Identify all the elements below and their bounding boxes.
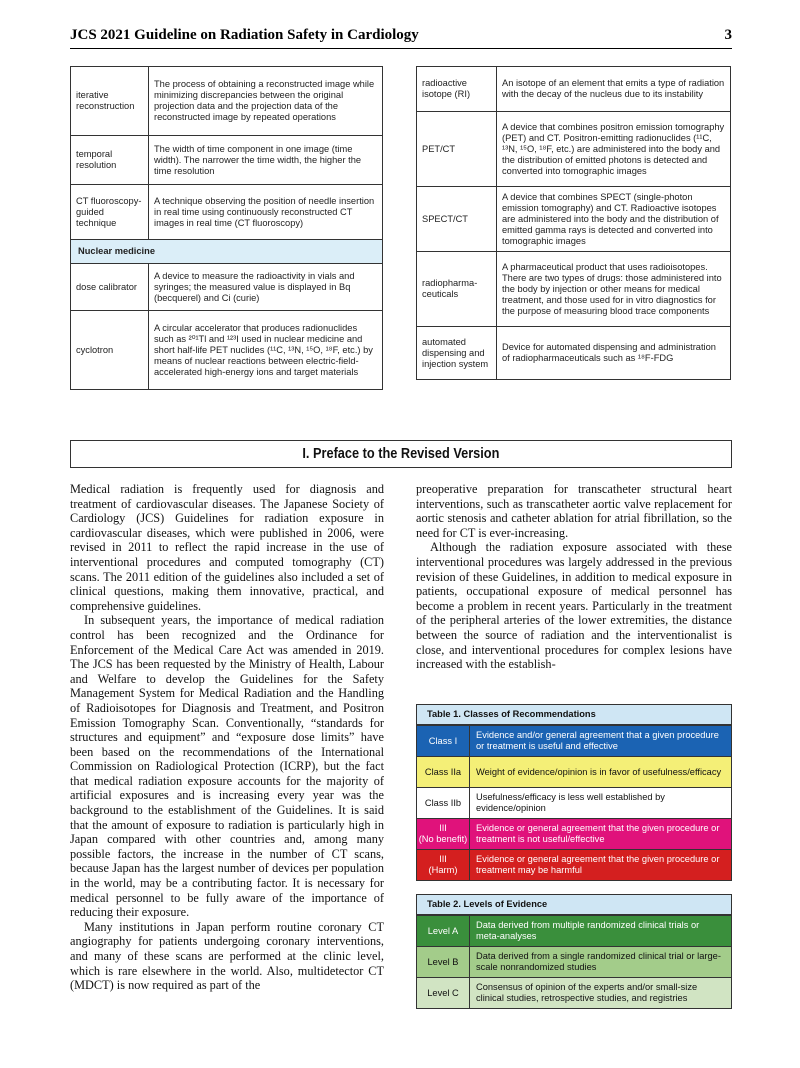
class-label <box>417 788 470 818</box>
glossary-definition: A device that combines positron emission tomography (PET) and CT. Positron-emitting radionuclides (¹¹C, ¹³N, ¹⁵O, ¹⁸F, etc.) are administered into the body and the distribution of emitted photons is detected and converted into tomographic images <box>497 112 731 187</box>
glossary-definition: The width of time component in one image (time width). The narrower the time width, the higher the time resolution <box>149 136 383 185</box>
table-row <box>417 787 731 818</box>
glossary-term: automated dispensing and injection system <box>417 327 497 380</box>
glossary-row <box>71 136 383 185</box>
table-row <box>417 725 731 756</box>
glossary-row <box>71 264 383 311</box>
glossary-term: PET/CT <box>417 112 497 187</box>
table-caption: Table 1. Classes of Recommendations <box>417 705 731 725</box>
level-label-text: Level B <box>427 956 459 967</box>
section-heading-box <box>70 440 732 468</box>
level-label <box>417 916 470 946</box>
class-sublabel: (No benefit) <box>418 834 468 844</box>
body-column-right <box>416 482 732 672</box>
glossary-table-left <box>70 66 383 390</box>
paragraph: preoperative preparation for transcatheter structural heart interventions, such as transcatheter aortic valve replacement for aortic stenosis and catheter ablation for atrial fibrillation, so the need for CT is ever-increasing. <box>416 482 732 540</box>
glossary-definition: A device to measure the radioactivity in vials and syringes; the measured value is displayed in Bq (becquerel) and Ci (curie) <box>149 264 383 311</box>
class-sublabel: (Harm) <box>428 865 458 875</box>
glossary-definition: A device that combines SPECT (single-photon emission tomography) and CT. Radioactive isotopes are administered into the body and the distribution of emitted gamma rays is detected and converted into tomographic images <box>497 187 731 252</box>
table-classes-of-recommendations <box>416 704 732 881</box>
glossary-row <box>417 187 731 252</box>
glossary-row <box>417 327 731 380</box>
glossary-row <box>417 252 731 327</box>
glossary-row <box>71 311 383 390</box>
class-description: Evidence or general agreement that the given procedure or treatment is not useful/effective <box>476 823 720 844</box>
class-label <box>417 726 470 756</box>
class-description: Evidence and/or general agreement that a given procedure or treatment is useful and effective <box>476 730 719 751</box>
class-description: Weight of evidence/opinion is in favor of usefulness/efficacy <box>476 766 722 777</box>
table-row <box>417 849 731 880</box>
class-description: Evidence or general agreement that the given procedure or treatment may be harmful <box>476 854 720 875</box>
level-description: Data derived from multiple randomized clinical trials or meta-analyses <box>476 920 700 941</box>
glossary-definition: The process of obtaining a reconstructed image while minimizing discrepancies between the original projection data and the projection data of the reconstructed image by repeated operations <box>149 67 383 136</box>
level-label <box>417 978 470 1008</box>
table-row <box>417 946 731 977</box>
level-label <box>417 947 470 977</box>
glossary-table-right <box>416 66 731 380</box>
table-caption: Table 2. Levels of Evidence <box>417 895 731 915</box>
section-heading: I. Preface to the Revised Version <box>302 445 500 462</box>
class-label-text: Class I <box>428 735 458 746</box>
glossary-term: cyclotron <box>71 311 149 390</box>
class-label-text: Class IIb <box>424 797 462 808</box>
body-column-left <box>70 482 384 993</box>
running-header <box>70 24 732 49</box>
paragraph: Although the radiation exposure associated with these interventional procedures was largely addressed in the previous revision of these Guidelines, in addition to medical exposure in patients, occupational exposure of medical personnel has become a problem in recent years. Particularly in the treatment of the peripheral arteries of the lower extremities, the distance between the source of radiation and the interventionalist is close, and interventional procedures for complex lesions have increased with the establish- <box>416 540 732 672</box>
glossary-term: SPECT/CT <box>417 187 497 252</box>
class-label-text: III <box>439 854 447 864</box>
glossary-term: temporal resolution <box>71 136 149 185</box>
glossary-row <box>71 67 383 136</box>
class-label-text: III <box>439 823 447 833</box>
paragraph: In subsequent years, the importance of medical radiation control has been recognized and the Ordinance for Enforcement of the Medical Care Act was amended in 2019. The JCS has been requested by the Ministry of Health, Labour and Welfare to develop the Guidelines for the Safety Management System for Medical Radiation and the Handling of Radioisotopes for Diagnosis and Treatment, and Positron Emission Tomography Scan. Conventionally, “standards for structures and equipment” and “exposure dose limits” have been based on the recommendations of the International Commission on Radiological Protection (ICRP), but the fact that medical radiation exposure accounts for the majority of artificial exposures and is increasing every year was the background to the establishment of the Guidelines. It is said that the amount of exposure to radiation is particularly high in Japan compared with other countries and, among many possible factors, the increase in the number of CT scans, because Japan has the largest number of devices per population in the world, may be a contributing factor. It is necessary for medical personnel to be fully aware of the importance of reducing their exposure. <box>70 613 384 920</box>
glossary-section-title: Nuclear medicine <box>71 240 383 264</box>
class-label <box>417 850 470 880</box>
table-row <box>417 756 731 787</box>
glossary-term: radioactive isotope (RI) <box>417 67 497 112</box>
glossary-row <box>417 112 731 187</box>
glossary-term: CT fluoroscopy-guided technique <box>71 185 149 240</box>
class-label <box>417 757 470 787</box>
glossary-row <box>417 67 731 112</box>
table-row <box>417 977 731 1008</box>
level-description: Data derived from a single randomized clinical trial or large-scale nonrandomized studies <box>476 951 721 972</box>
table-row <box>417 915 731 946</box>
class-label-text: Class IIa <box>424 766 462 777</box>
glossary-section-row <box>71 240 383 264</box>
level-label-text: Level C <box>427 987 459 998</box>
page-number: 3 <box>724 27 732 43</box>
running-title: JCS 2021 Guideline on Radiation Safety in Cardiology <box>70 27 419 43</box>
paragraph: Medical radiation is frequently used for diagnosis and treatment of cardiovascular diseases. The Japanese Society of Cardiology (JCS) Guidelines for radiation exposure in cardiovascular diseases, which were published in 2006, were revised in 2011 to reflect the rapid increase in the use of interventional procedures and computed tomography (CT) scans. The 2011 edition of the guidelines also included a set of clinical questions, making them innovative, practical, and comprehensive guidelines. <box>70 482 384 613</box>
glossary-term: iterative reconstruction <box>71 67 149 136</box>
level-description: Consensus of opinion of the experts and/or small-size clinical studies, retrospective studies, and registries <box>476 982 698 1003</box>
glossary-definition: Device for automated dispensing and administration of radiopharmaceuticals such as ¹⁸F-FDG <box>497 327 731 380</box>
class-label <box>417 819 470 849</box>
glossary-term: dose calibrator <box>71 264 149 311</box>
class-description: Usefulness/efficacy is less well established by evidence/opinion <box>476 792 665 813</box>
paragraph: Many institutions in Japan perform routine coronary CT angiography for patients undergoing coronary interventions, and many of these scans are performed at the clinic level, which is rare elsewhere in the world. Also, multidetector CT (MDCT) is now required as part of the <box>70 919 384 993</box>
glossary-definition: A technique observing the position of needle insertion in real time using continuously reconstructed CT images in real time (CT fluoroscopy) <box>149 185 383 240</box>
glossary-term: radiopharma-ceuticals <box>417 252 497 327</box>
level-label-text: Level A <box>427 925 459 936</box>
glossary-row <box>71 185 383 240</box>
glossary-definition: A pharmaceutical product that uses radioisotopes. There are two types of drugs: those administered into the body by injection or other means for medical treatment, and those used for in vitro diagnostics for the purpose of measuring blood trace components <box>497 252 731 327</box>
table-row <box>417 818 731 849</box>
table-levels-of-evidence <box>416 894 732 1009</box>
glossary-definition: An isotope of an element that emits a type of radiation with the decay of the nucleus due to its instability <box>497 67 731 112</box>
glossary-definition: A circular accelerator that produces radionuclides such as ²⁰¹Tl and ¹²³I used in nuclear medicine and short half-life PET nuclides (¹¹C, ¹³N, ¹⁵O, ¹⁸F, etc.) by means of nuclear reactions between electric-field-accelerated high-energy ions and target materials <box>149 311 383 390</box>
